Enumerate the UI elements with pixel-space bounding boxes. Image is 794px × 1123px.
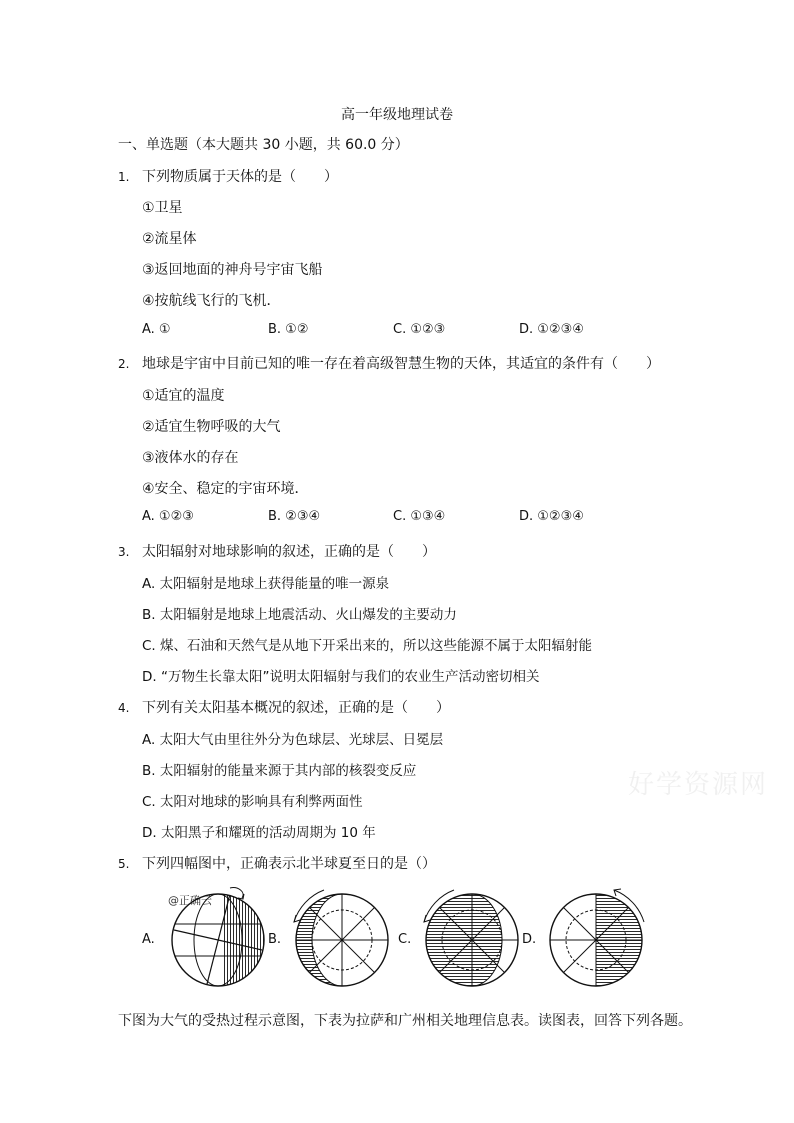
question-1 [118,166,338,186]
diagram-a-globe [166,884,270,992]
question-stem: 下列物质属于天体的是（ ） [142,169,338,185]
q3-option-b: B. 太阳辐射是地球上地震活动、火山爆发的主要动力 [142,607,457,623]
q2-item-1: ①适宜的温度 [142,388,225,404]
question-number: 4. [118,701,130,715]
q3-option-a: A. 太阳辐射是地球上获得能量的唯一源泉 [142,576,390,592]
q4-option-b: B. 太阳辐射的能量来源于其内部的核裂变反应 [142,763,417,779]
choice-a: A. ①②③ [142,509,194,524]
intro-text: 下图为大气的受热过程示意图，下表为拉萨和广州相关地理信息表。读图表，回答下列各题。 [118,1013,692,1029]
choice-d: D. ①②③④ [519,322,584,337]
q1-item-4: ④按航线飞行的飞机． [142,293,281,309]
question-number: 5. [118,857,130,871]
choice-d: D. ①②③④ [519,509,584,524]
q2-item-4: ④安全、稳定的宇宙环境． [142,481,309,497]
q2-item-3: ③液体水的存在 [142,450,239,466]
page-title: 高一年级地理试卷 [341,107,453,123]
question-stem: 下列四幅图中，正确表示北半球夏至日的是（） [142,856,436,872]
choice-c: C. ①②③ [393,322,446,337]
question-4 [118,697,450,717]
choice-c: C. ①③④ [393,509,446,524]
watermark: 好学资源网 [628,770,769,800]
question-2 [118,353,660,373]
choice-b: B. ②③④ [268,509,321,524]
diagram-label-b: B. [268,932,282,947]
q4-option-a: A. 太阳大气由里往外分为色球层、光球层、日冕层 [142,732,444,748]
question-number: 2. [118,357,130,371]
diagram-d-globe [538,882,650,992]
q4-option-d: D. 太阳黑子和耀斑的活动周期为 10 年 [142,825,376,841]
diagram-watermark: @正确云 [168,894,212,907]
question-number: 3. [118,545,130,559]
question-stem: 地球是宇宙中目前已知的唯一存在着高级智慧生物的天体，其适宜的条件有（ ） [142,356,660,372]
section-heading: 一、单选题（本大题共 30 小题，共 60.0 分） [118,137,409,153]
q1-item-2: ②流星体 [142,231,197,247]
choice-a: A. ① [142,322,171,337]
choice-b: B. ①② [268,322,309,337]
diagram-label-c: C. [398,932,412,947]
diagram-label-d: D. [522,932,537,947]
question-5 [118,853,436,873]
q2-item-2: ②适宜生物呼吸的大气 [142,419,281,435]
question-3 [118,541,436,561]
question-number: 1. [118,170,130,184]
diagram-label-a: A. [142,932,155,947]
q3-option-d: D. “万物生长靠太阳”说明太阳辐射与我们的农业生产活动密切相关 [142,669,540,685]
q1-item-3: ③返回地面的神舟号宇宙飞船 [142,262,323,278]
diagram-b-globe [284,882,396,992]
q4-option-c: C. 太阳对地球的影响具有利弊两面性 [142,794,363,810]
question-stem: 太阳辐射对地球影响的叙述，正确的是（ ） [142,544,436,560]
q1-item-1: ①卫星 [142,200,183,216]
diagram-c-globe [414,882,526,992]
q3-option-c: C. 煤、石油和天然气是从地下开采出来的，所以这些能源不属于太阳辐射能 [142,638,593,654]
question-stem: 下列有关太阳基本概况的叙述，正确的是（ ） [142,700,450,716]
